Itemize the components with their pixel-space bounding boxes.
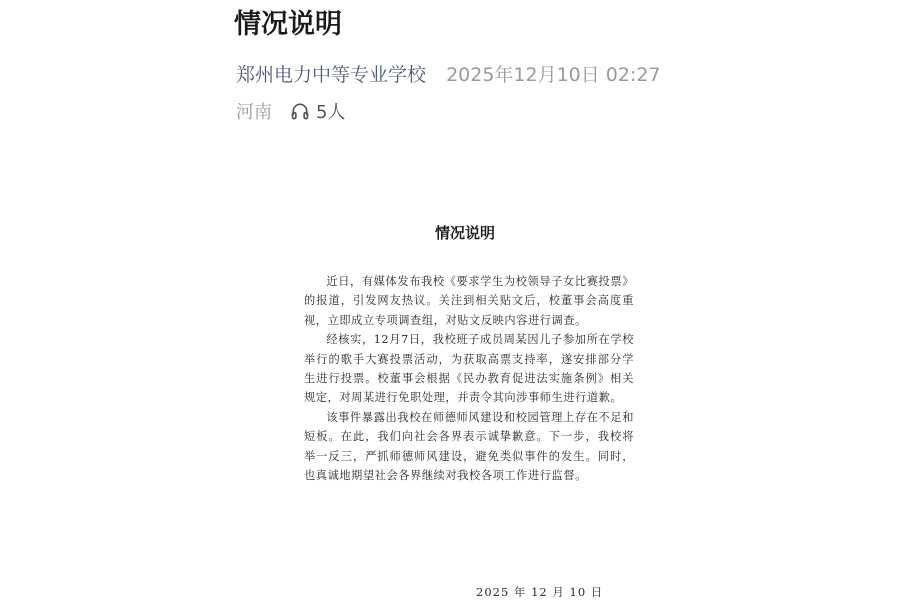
publish-datetime: 2025年12月10日 02:27 bbox=[446, 64, 661, 86]
document-date: 2025 年 12 月 10 日 bbox=[476, 585, 604, 599]
listen-button[interactable] bbox=[290, 98, 345, 124]
page-title: 情况说明 bbox=[234, 9, 342, 40]
location-label: 河南 bbox=[236, 102, 272, 123]
document-paragraph: 近日，有媒体发布我校《要求学生为校领导子女比赛投票》的报道，引发网友热议。关注到相关贴文后，校董事会高度重视，立即成立专项调查组，对贴文反映内容进行调查。 bbox=[304, 275, 634, 327]
document-paragraph: 该事件暴露出我校在师德师风建设和校园管理上存在不足和短板。在此，我们向社会各界表示诚挚歉意。下一步，我校将举一反三，严抓师德师风建设，避免类似事件的发生。同时，也真诚地期望社会各界继续对我校各项工作进行监督。 bbox=[304, 410, 634, 483]
document-image bbox=[280, 190, 650, 600]
document-body bbox=[304, 272, 634, 485]
source-account-link[interactable]: 郑州电力中等专业学校 bbox=[236, 64, 427, 86]
listener-count: 5人 bbox=[316, 102, 346, 123]
document-title: 情况说明 bbox=[434, 224, 495, 242]
document-paragraph: 经核实，12月7日，我校班子成员周某因儿子参加所在学校举行的歌手大赛投票活动，为获取高票支持率，遂安排部分学生进行投票。校董事会根据《民办教育促进法实施条例》相关规定，对周某进行免职处理，并责令其向涉事师生进行道歉。 bbox=[304, 333, 634, 405]
article-meta bbox=[236, 60, 661, 87]
headphones-icon bbox=[290, 101, 310, 121]
article-meta-secondary bbox=[236, 98, 345, 124]
